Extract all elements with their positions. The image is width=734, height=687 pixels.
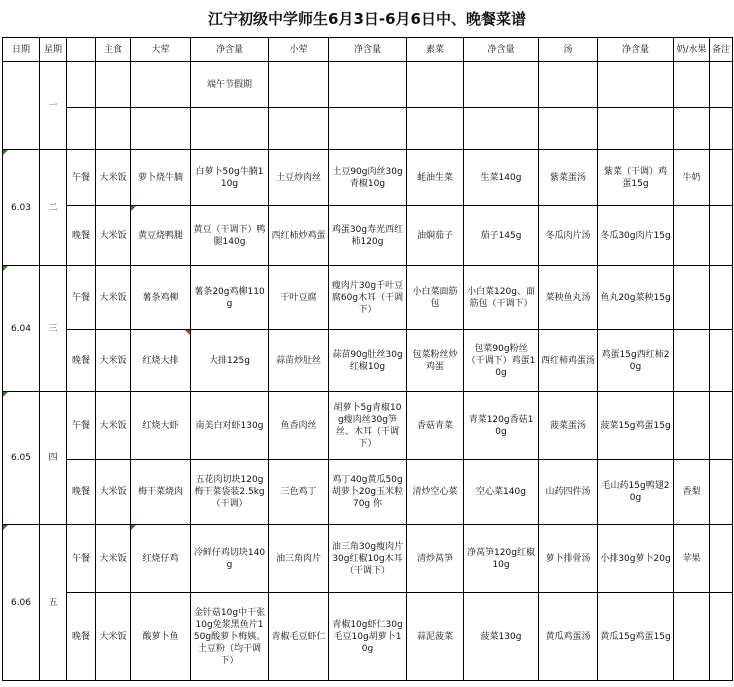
soup-cell: 萝卜排骨汤: [539, 525, 598, 593]
cell: [329, 108, 407, 150]
cell: [598, 108, 674, 150]
meal-cell: 午餐: [67, 392, 96, 460]
veg-net-cell: 生菜140g: [464, 150, 539, 206]
cell: [96, 108, 131, 150]
small-dish-cell: 西红柿炒鸡蛋: [269, 206, 329, 266]
cell: [269, 62, 329, 108]
meal-row: [3, 460, 733, 525]
meal-cell: 晚餐: [67, 593, 96, 681]
meal-cell: 午餐: [67, 525, 96, 593]
big-net-cell: 黄豆（干调下）鸭腿140g: [191, 206, 269, 266]
staple-cell: 大米饭: [96, 460, 131, 525]
soup-cell: 菜秧鱼丸汤: [539, 266, 598, 330]
small-dish-cell: 三色鸡丁: [269, 460, 329, 525]
big-dish-cell: 萝卜烧牛腩: [131, 150, 191, 206]
big-dish-cell: 红烧仔鸡: [131, 525, 191, 593]
header-staple: 主食: [96, 38, 131, 62]
veg-cell: 蚝油生菜: [407, 150, 464, 206]
staple-cell: 大米饭: [96, 206, 131, 266]
soup-net-cell: 紫菜（干调）鸡蛋15g: [598, 150, 674, 206]
fruit-cell: [674, 593, 710, 681]
holiday-note: 端午节假期: [191, 62, 269, 108]
header-soup-net: 净含量: [598, 38, 674, 62]
cell: [539, 108, 598, 150]
soup-net-cell: 冬瓜30g肉片15g: [598, 206, 674, 266]
small-net-cell: 蒜苗90g肚丝30g红椒10g: [329, 330, 407, 392]
veg-net-cell: 包菜90g粉丝（干调下）鸡蛋10g: [464, 330, 539, 392]
meal-cell: 晚餐: [67, 206, 96, 266]
veg-cell: 清炒莴笋: [407, 525, 464, 593]
small-net-cell: 胡萝卜5g青椒10g瘦肉丝30g笋丝、木耳（干调下）: [329, 392, 407, 460]
meal-row: [3, 266, 733, 330]
cell: [67, 108, 96, 150]
fruit-cell: [674, 330, 710, 392]
menu-table: [2, 37, 733, 681]
big-net-cell: 五花肉切块120g梅干菜袋装2.5kg（干调）: [191, 460, 269, 525]
cell: [674, 62, 710, 108]
date-cell: 6.05: [3, 392, 40, 525]
cell: [131, 62, 191, 108]
note-cell: [710, 392, 733, 460]
fruit-cell: [674, 266, 710, 330]
weekday-cell: 五: [40, 525, 67, 681]
big-dish-cell: 薯条鸡柳: [131, 266, 191, 330]
big-net-cell: 大排125g: [191, 330, 269, 392]
veg-net-cell: 菠菜130g: [464, 593, 539, 681]
cell: [464, 108, 539, 150]
header-soup: 汤: [539, 38, 598, 62]
note-cell: [710, 330, 733, 392]
cell: [464, 62, 539, 108]
cell: [407, 62, 464, 108]
header-weekday: 星期: [40, 38, 67, 62]
veg-cell: 小白菜面筋包: [407, 266, 464, 330]
meal-cell: 晚餐: [67, 460, 96, 525]
big-net-cell: 白萝卜50g牛腩110g: [191, 150, 269, 206]
header-veg-net: 净含量: [464, 38, 539, 62]
cell: [96, 62, 131, 108]
meal-row: [3, 392, 733, 460]
note-cell: [710, 460, 733, 525]
big-net-cell: 薯条20g鸡柳110g: [191, 266, 269, 330]
meal-cell: 午餐: [67, 266, 96, 330]
veg-cell: 油焖茄子: [407, 206, 464, 266]
cell: [191, 108, 269, 150]
meal-row: [3, 525, 733, 593]
note-cell: [710, 150, 733, 206]
small-net-cell: 青椒10g虾仁30g毛豆10g胡萝卜10g: [329, 593, 407, 681]
staple-cell: 大米饭: [96, 150, 131, 206]
big-net-cell: 金针菇10g中干张10g免浆黑鱼片150g酸萝卜梅姨、土豆粉（均干调下）: [191, 593, 269, 681]
soup-net-cell: 黄瓜15g鸡蛋15g: [598, 593, 674, 681]
header-row: [3, 38, 733, 62]
weekday-cell: 二: [40, 150, 67, 266]
big-net-cell: 南美白对虾130g: [191, 392, 269, 460]
date-cell: 6.03: [3, 150, 40, 266]
staple-cell: 大米饭: [96, 330, 131, 392]
soup-cell: 冬瓜肉片汤: [539, 206, 598, 266]
page-title: 江宁初级中学师生6月3日-6月6日中、晚餐菜谱: [208, 10, 526, 28]
big-dish-cell: 酸萝卜鱼: [131, 593, 191, 681]
note-cell: [710, 525, 733, 593]
cell: [710, 62, 733, 108]
small-net-cell: 瘦肉片30g千叶豆腐60g木耳（干调下）: [329, 266, 407, 330]
weekday-cell: 四: [40, 392, 67, 525]
soup-net-cell: 小排30g萝卜20g: [598, 525, 674, 593]
holiday-row: [3, 62, 733, 108]
header-big-dish: 大荤: [131, 38, 191, 62]
big-dish-cell: 红烧大虾: [131, 392, 191, 460]
date-cell: 6.06: [3, 525, 40, 681]
small-dish-cell: 青椒毛豆虾仁: [269, 593, 329, 681]
small-dish-cell: 鱼香肉丝: [269, 392, 329, 460]
header-meal: [67, 38, 96, 62]
staple-cell: 大米饭: [96, 593, 131, 681]
cell: [539, 62, 598, 108]
holiday-date: [3, 62, 40, 150]
small-net-cell: 油三角30g瘦肉片30g红椒10g木耳（干调下）: [329, 525, 407, 593]
fruit-cell: 牛奶: [674, 150, 710, 206]
header-fruit: 奶/水果: [674, 38, 710, 62]
staple-cell: 大米饭: [96, 525, 131, 593]
soup-cell: 紫菜蛋汤: [539, 150, 598, 206]
soup-net-cell: 鸡蛋15g西红柿20g: [598, 330, 674, 392]
small-dish-cell: 干叶豆腐: [269, 266, 329, 330]
veg-net-cell: 空心菜140g: [464, 460, 539, 525]
note-cell: [710, 206, 733, 266]
note-cell: [710, 593, 733, 681]
big-dish-cell: 梅干菜烧肉: [131, 460, 191, 525]
meal-cell: 晚餐: [67, 330, 96, 392]
cell: [407, 108, 464, 150]
header-small-dish: 小荤: [269, 38, 329, 62]
header-vegetable: 素菜: [407, 38, 464, 62]
veg-cell: 香菇青菜: [407, 392, 464, 460]
veg-net-cell: 净莴笋120g红椒10g: [464, 525, 539, 593]
big-dish-cell: 黄豆烧鸭腿: [131, 206, 191, 266]
small-net-cell: 鸡丁40g黄瓜50g胡萝卜20g玉米粒70g 你: [329, 460, 407, 525]
date-cell: 6.04: [3, 266, 40, 392]
cell: [674, 108, 710, 150]
soup-net-cell: 菠菜15g鸡蛋15g: [598, 392, 674, 460]
veg-cell: 包菜粉丝炒鸡蛋: [407, 330, 464, 392]
meal-row: [3, 330, 733, 392]
fruit-cell: 苹果: [674, 525, 710, 593]
veg-net-cell: 青菜120g香菇10g: [464, 392, 539, 460]
cell: [329, 62, 407, 108]
big-dish-cell: 红烧大排: [131, 330, 191, 392]
holiday-row: [3, 108, 733, 150]
small-dish-cell: 油三角肉片: [269, 525, 329, 593]
fruit-cell: 香梨: [674, 460, 710, 525]
meal-row: [3, 150, 733, 206]
cell: [710, 108, 733, 150]
staple-cell: 大米饭: [96, 392, 131, 460]
soup-cell: 菠菜蛋汤: [539, 392, 598, 460]
meal-row: [3, 206, 733, 266]
fruit-cell: [674, 206, 710, 266]
veg-cell: 蒜泥菠菜: [407, 593, 464, 681]
small-net-cell: 土豆90g肉丝30g青椒10g: [329, 150, 407, 206]
soup-cell: 黄瓜鸡蛋汤: [539, 593, 598, 681]
cell: [67, 62, 96, 108]
cell: [269, 108, 329, 150]
veg-net-cell: 茄子145g: [464, 206, 539, 266]
cell: [131, 108, 191, 150]
big-net-cell: 冷鲜仔鸡切块140g: [191, 525, 269, 593]
soup-net-cell: 毛山药15g鸭翅20g: [598, 460, 674, 525]
veg-cell: 清炒空心菜: [407, 460, 464, 525]
header-note: 备注: [710, 38, 733, 62]
small-net-cell: 鸡蛋30g寿光西红柿120g: [329, 206, 407, 266]
meal-cell: 午餐: [67, 150, 96, 206]
header-big-net: 净含量: [191, 38, 269, 62]
header-small-net: 净含量: [329, 38, 407, 62]
note-cell: [710, 266, 733, 330]
cell: [598, 62, 674, 108]
soup-net-cell: 鱼丸20g菜秧15g: [598, 266, 674, 330]
small-dish-cell: 蒜苗炒肚丝: [269, 330, 329, 392]
small-dish-cell: 土豆炒肉丝: [269, 150, 329, 206]
holiday-weekday: 一: [40, 62, 67, 150]
veg-net-cell: 小白菜120g、面筋包（干调下）: [464, 266, 539, 330]
header-date: 日期: [3, 38, 40, 62]
meal-row: [3, 593, 733, 681]
staple-cell: 大米饭: [96, 266, 131, 330]
soup-cell: 山药四件汤: [539, 460, 598, 525]
fruit-cell: [674, 392, 710, 460]
weekday-cell: 三: [40, 266, 67, 392]
soup-cell: 西红柿鸡蛋汤: [539, 330, 598, 392]
